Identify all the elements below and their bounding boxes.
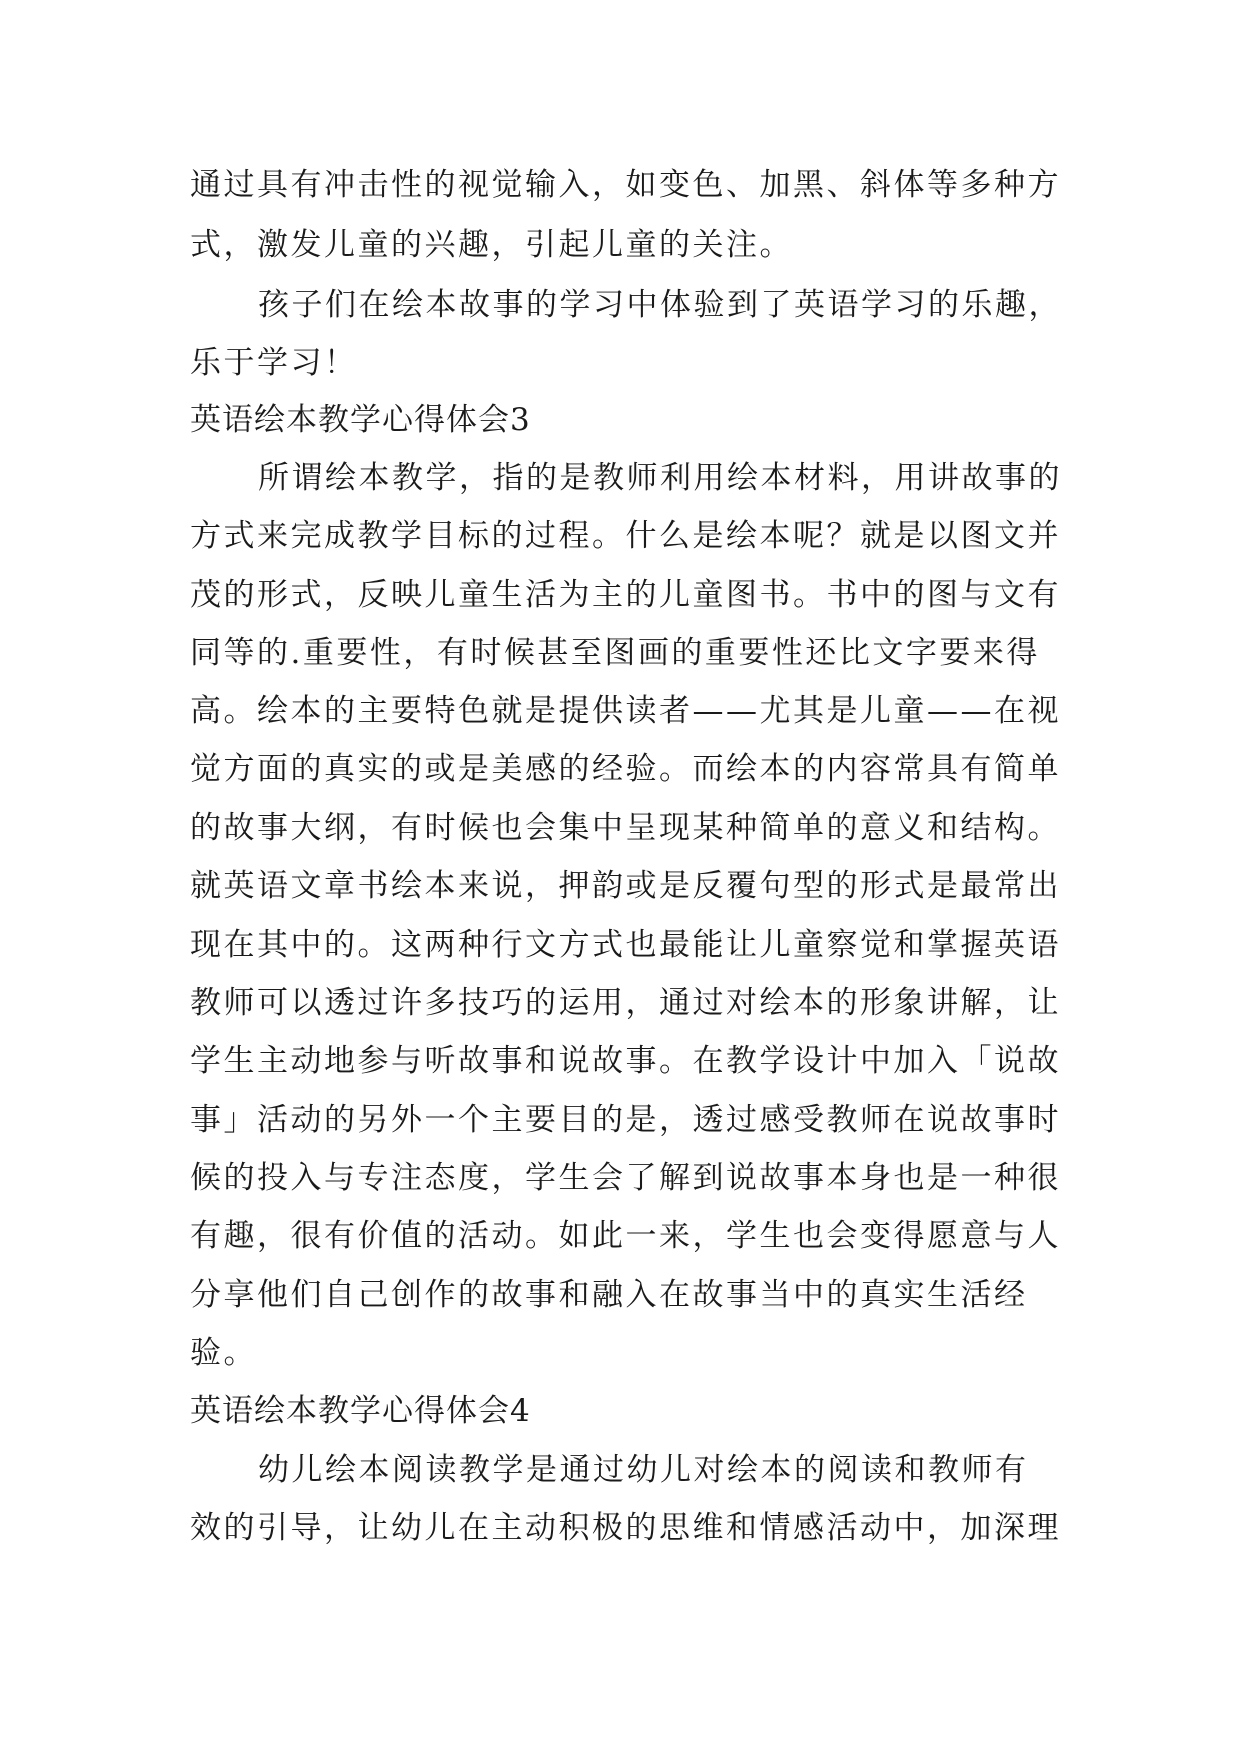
text-line: 方式来完成教学目标的过程。什么是绘本呢？就是以图文并 [190,518,1061,554]
text-line: 通过具有冲击性的视觉输入，如变色、加黑、斜体等多种方 [190,167,1061,203]
text-line: 现在其中的。这两种行文方式也最能让儿童察觉和掌握英语 [190,927,1061,963]
text-line: 教师可以透过许多技巧的运用，通过对绘本的形象讲解，让 [190,985,1061,1021]
paragraph-first-line: 所谓绘本教学，指的是教师利用绘本材料，用讲故事的 [258,460,1062,496]
text-line: 就英语文章书绘本来说，押韵或是反覆句型的形式是最常出 [190,868,1061,904]
text-line: 的故事大纲，有时候也会集中呈现某种简单的意义和结构。 [190,810,1061,846]
text-line: 乐于学习！ [190,345,358,381]
text-line: 高。绘本的主要特色就是提供读者——尤其是儿童——在视 [190,693,1061,729]
section-heading-3: 英语绘本教学心得体会3 [190,402,531,438]
text-line: 有趣，很有价值的活动。如此一来，学生也会变得愿意与人 [190,1218,1061,1254]
text-line: 同等的.重要性，有时候甚至图画的重要性还比文字要来得 [190,635,1040,671]
paragraph-first-line: 幼儿绘本阅读教学是通过幼儿对绘本的阅读和教师有 [258,1452,1029,1488]
text-line: 茂的形式，反映儿童生活为主的儿童图书。书中的图与文有 [190,577,1061,613]
text-line: 觉方面的真实的或是美感的经验。而绘本的内容常具有简单 [190,751,1061,787]
text-line: 候的投入与专注态度，学生会了解到说故事本身也是一种很 [190,1160,1061,1196]
text-line: 学生主动地参与听故事和说故事。在教学设计中加入「说故 [190,1043,1061,1079]
text-line: 验。 [190,1335,257,1371]
paragraph-first-line: 孩子们在绘本故事的学习中体验到了英语学习的乐趣， [258,287,1062,323]
section-heading-4: 英语绘本教学心得体会4 [190,1393,531,1429]
text-line: 分享他们自己创作的故事和融入在故事当中的真实生活经 [190,1277,1028,1313]
text-line: 效的引导，让幼儿在主动积极的思维和情感活动中，加深理 [190,1510,1061,1546]
text-line: 式，激发儿童的兴趣，引起儿童的关注。 [190,227,793,263]
text-line: 事」活动的另外一个主要目的是，透过感受教师在说故事时 [190,1102,1061,1138]
